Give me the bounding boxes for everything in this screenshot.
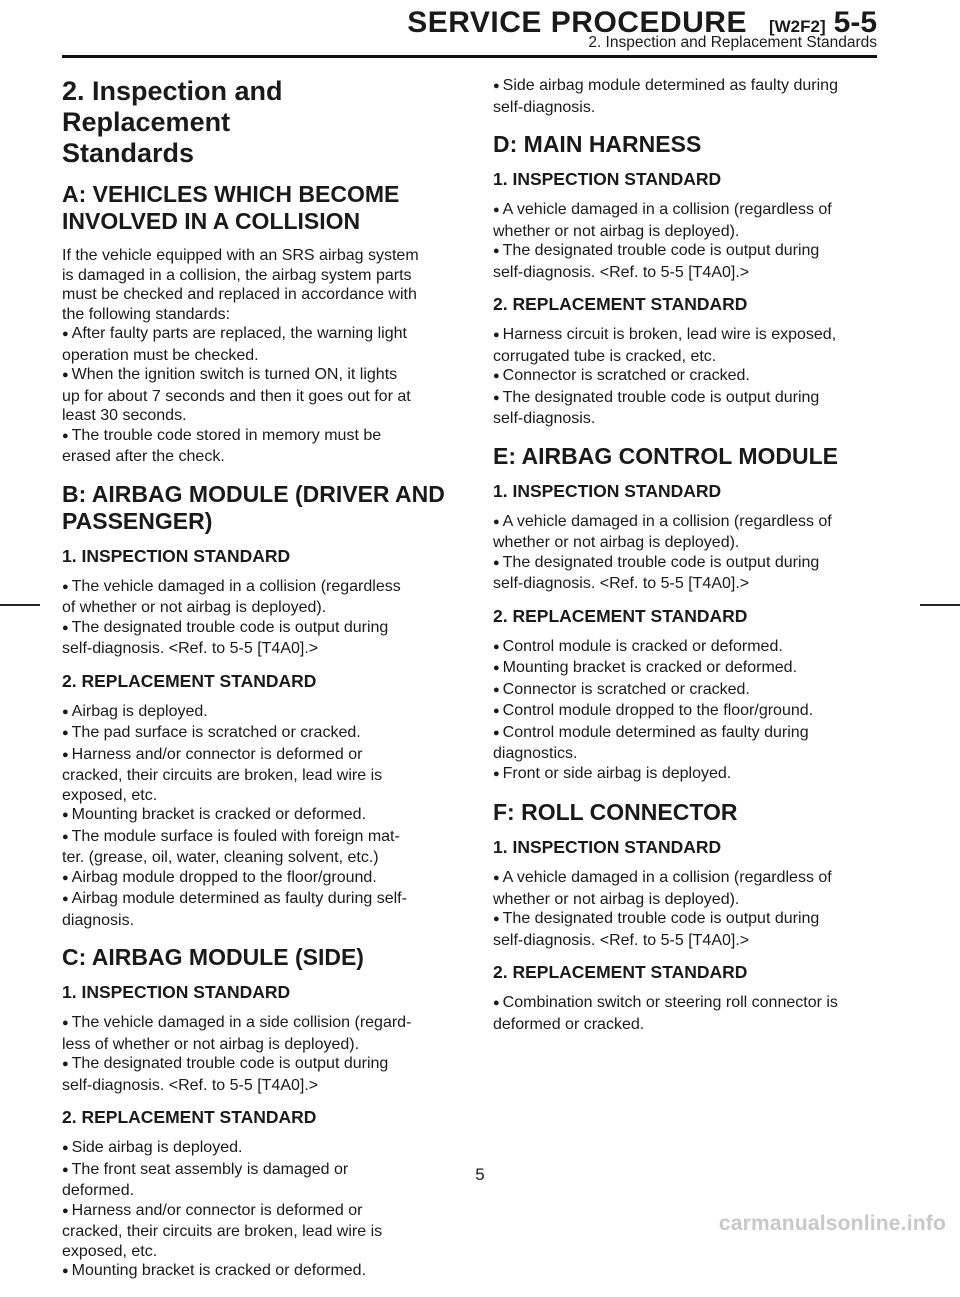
bullet-continuation: self-diagnosis. <Ref. to 5-5 [T4A0].> bbox=[493, 575, 750, 592]
bullet-text: The designated trouble code is output during bbox=[71, 1055, 389, 1072]
section-b-title bbox=[62, 481, 447, 535]
bullet-icon: ● bbox=[62, 830, 69, 843]
section-f bbox=[493, 799, 878, 1034]
bullet-icon: ● bbox=[62, 727, 69, 739]
spacer bbox=[493, 282, 878, 294]
page-header bbox=[0, 0, 960, 60]
bullet-icon: ● bbox=[62, 748, 69, 761]
bullet-item bbox=[493, 241, 878, 263]
bullet-continuation: self-diagnosis. <Ref. to 5-5 [T4A0].> bbox=[62, 640, 319, 657]
bullet-text: Connector is scratched or cracked. bbox=[502, 680, 750, 698]
bullet-item bbox=[62, 324, 447, 346]
bullet-text: Harness and/or connector is deformed or bbox=[71, 745, 363, 763]
bullet-icon: ● bbox=[62, 1163, 69, 1176]
bullet-item bbox=[493, 200, 878, 222]
header-subtitle: 2. Inspection and Replacement Standards bbox=[588, 34, 877, 51]
bullet-continuation: whether or not airbag is deployed). bbox=[493, 222, 740, 240]
bullet-icon: ● bbox=[493, 80, 500, 92]
bullet-icon: ● bbox=[493, 515, 500, 528]
replacement-standard-heading: 2. REPLACEMENT STANDARD bbox=[493, 962, 748, 982]
bullet-item bbox=[493, 366, 878, 388]
title-line: A: VEHICLES WHICH BECOME bbox=[62, 181, 400, 207]
bullet-text: Mounting bracket is cracked or deformed. bbox=[71, 806, 367, 823]
bullet-item bbox=[62, 745, 447, 767]
bullet-text: Connector is scratched or cracked. bbox=[502, 367, 750, 384]
bullet-text: Side airbag is deployed. bbox=[71, 1139, 243, 1156]
bullet-icon: ● bbox=[493, 245, 500, 257]
bullet-item bbox=[62, 702, 447, 724]
bullet-item bbox=[493, 388, 878, 410]
bullet-text: The designated trouble code is output during bbox=[502, 910, 820, 927]
bullet-continuation: self-diagnosis. <Ref. to 5-5 [T4A0].> bbox=[493, 263, 750, 281]
bullet-item bbox=[62, 1138, 447, 1160]
bullet-continuation: deformed. bbox=[62, 1182, 135, 1199]
bullet-continuation: exposed, etc. bbox=[62, 1242, 158, 1260]
bullet-text: Mounting bracket is cracked or deformed. bbox=[71, 1262, 367, 1279]
bullet-item bbox=[62, 426, 447, 448]
bullet-continuation: up for about 7 seconds and then it goes out for at bbox=[62, 387, 411, 405]
bullet-item bbox=[493, 512, 878, 534]
bullet-text: A vehicle damaged in a collision (regardless of bbox=[502, 201, 832, 218]
bullet-text: Harness and/or connector is deformed or bbox=[71, 1201, 363, 1219]
bullet-icon: ● bbox=[62, 369, 69, 381]
bullet-text: The designated trouble code is output during bbox=[502, 242, 820, 259]
bullet-item bbox=[493, 868, 878, 890]
bullet-text: Airbag module dropped to the floor/ground. bbox=[71, 868, 377, 886]
replacement-standard-heading: 2. REPLACEMENT STANDARD bbox=[62, 1107, 317, 1127]
bullet-continuation: self-diagnosis. bbox=[493, 98, 596, 116]
bullet-item bbox=[62, 365, 447, 387]
bullet-icon: ● bbox=[62, 809, 69, 821]
bullet-text: Airbag module determined as faulty during self- bbox=[71, 890, 407, 907]
bullet-item bbox=[493, 993, 878, 1015]
header-section-number: 5-5 bbox=[833, 6, 877, 39]
bullet-text: Control module determined as faulty during bbox=[502, 723, 809, 741]
bullet-text: Side airbag module determined as faulty during bbox=[502, 77, 838, 94]
bullet-item bbox=[493, 723, 878, 745]
bullet-item bbox=[493, 701, 878, 723]
bullet-item bbox=[493, 658, 878, 680]
bullet-icon: ● bbox=[493, 767, 500, 780]
bullet-icon: ● bbox=[62, 1058, 69, 1070]
bullet-text: When the ignition switch is turned ON, it lights bbox=[71, 366, 398, 383]
bullet-icon: ● bbox=[62, 580, 69, 593]
bullet-item bbox=[493, 553, 878, 575]
bullet-continuation: self-diagnosis. <Ref. to 5-5 [T4A0].> bbox=[493, 931, 750, 949]
paragraph-line: the following standards: bbox=[62, 305, 231, 323]
bullet-text: A vehicle damaged in a collision (regardless of bbox=[502, 512, 832, 530]
inspection-standard-heading: 1. INSPECTION STANDARD bbox=[62, 545, 291, 566]
bullet-icon: ● bbox=[493, 997, 500, 1009]
bullet-item bbox=[62, 1013, 447, 1035]
section-c-continued bbox=[493, 76, 878, 117]
title-line: INVOLVED IN A COLLISION bbox=[62, 208, 361, 234]
header-rule bbox=[62, 55, 877, 58]
bullet-text: Control module dropped to the floor/ground. bbox=[502, 702, 814, 719]
main-title-line: 2. Inspection and Replacement bbox=[62, 76, 283, 137]
paragraph-line: is damaged in a collision, the airbag system parts bbox=[62, 266, 412, 284]
page-number: 5 bbox=[475, 1165, 485, 1184]
bullet-icon: ● bbox=[62, 705, 69, 718]
bullet-continuation: cracked, their circuits are broken, lead wire is bbox=[62, 1223, 383, 1240]
bullet-item bbox=[62, 868, 447, 890]
bullet-continuation: exposed, etc. bbox=[62, 786, 158, 804]
bullet-continuation: self-diagnosis. bbox=[493, 410, 596, 427]
bullet-icon: ● bbox=[493, 662, 500, 674]
bullet-text: Combination switch or steering roll connector is bbox=[502, 994, 838, 1011]
right-column bbox=[493, 76, 878, 1048]
bullet-continuation: cracked, their circuits are broken, lead wire is bbox=[62, 767, 383, 784]
replacement-standard-heading: 2. REPLACEMENT STANDARD bbox=[493, 294, 748, 314]
spacer bbox=[62, 1095, 447, 1107]
bullet-item bbox=[62, 805, 447, 827]
section-e-title: E: AIRBAG CONTROL MODULE bbox=[493, 442, 838, 469]
section-c bbox=[62, 944, 447, 1283]
bullet-icon: ● bbox=[493, 329, 500, 341]
spacer bbox=[62, 659, 447, 671]
title-line: PASSENGER) bbox=[62, 507, 213, 534]
spacer bbox=[493, 594, 878, 606]
main-title bbox=[62, 76, 447, 169]
replacement-standard-heading: 2. REPLACEMENT STANDARD bbox=[493, 605, 748, 626]
bullet-icon: ● bbox=[493, 726, 500, 739]
bullet-text: The front seat assembly is damaged or bbox=[71, 1160, 349, 1178]
bullet-continuation: deformed or cracked. bbox=[493, 1015, 645, 1033]
title-line: B: AIRBAG MODULE (DRIVER AND bbox=[62, 480, 445, 507]
bullet-text: A vehicle damaged in a collision (regardless of bbox=[502, 869, 832, 886]
bullet-item bbox=[62, 577, 447, 599]
paragraph-line: must be checked and replaced in accordance with bbox=[62, 286, 417, 303]
bullet-text: Mounting bracket is cracked or deformed. bbox=[502, 659, 798, 676]
inspection-standard-heading: 1. INSPECTION STANDARD bbox=[493, 837, 722, 857]
bullet-item bbox=[62, 618, 447, 640]
inspection-standard-heading: 1. INSPECTION STANDARD bbox=[493, 480, 722, 501]
paragraph-line: If the vehicle equipped with an SRS airbag system bbox=[62, 247, 419, 264]
bullet-icon: ● bbox=[62, 621, 69, 634]
bullet-text: The vehicle damaged in a collision (regardless bbox=[71, 577, 401, 595]
bullet-text: Airbag is deployed. bbox=[71, 702, 208, 720]
bullet-icon: ● bbox=[62, 1017, 69, 1029]
bullet-text: Front or side airbag is deployed. bbox=[502, 764, 732, 782]
bullet-continuation: self-diagnosis. <Ref. to 5-5 [T4A0].> bbox=[62, 1076, 319, 1094]
section-b bbox=[62, 481, 447, 931]
bullet-item bbox=[493, 325, 878, 347]
bullet-continuation: operation must be checked. bbox=[62, 346, 259, 364]
section-c-title: C: AIRBAG MODULE (SIDE) bbox=[62, 944, 364, 970]
bullet-continuation: corrugated tube is cracked, etc. bbox=[493, 347, 717, 365]
header-code: [W2F2] bbox=[768, 17, 826, 36]
bullet-icon: ● bbox=[493, 556, 500, 569]
bullet-text: The trouble code stored in memory must be bbox=[71, 426, 382, 444]
bullet-text: The pad surface is scratched or cracked. bbox=[71, 724, 361, 741]
bullet-icon: ● bbox=[62, 1142, 69, 1154]
bullet-text: The vehicle damaged in a side collision (regard- bbox=[71, 1014, 412, 1031]
bullet-item bbox=[493, 680, 878, 702]
bullet-icon: ● bbox=[493, 370, 500, 382]
main-title-line: Standards bbox=[62, 138, 195, 168]
bullet-item bbox=[493, 764, 878, 786]
left-margin-mark bbox=[0, 604, 40, 606]
bullet-item bbox=[493, 76, 878, 98]
bullet-continuation: whether or not airbag is deployed). bbox=[493, 890, 740, 908]
bullet-item bbox=[62, 723, 447, 745]
bullet-text: The designated trouble code is output during bbox=[502, 553, 820, 571]
left-column bbox=[62, 76, 447, 1297]
bullet-text: After faulty parts are replaced, the warning light bbox=[71, 325, 407, 342]
bullet-icon: ● bbox=[493, 391, 500, 404]
bullet-icon: ● bbox=[62, 328, 69, 340]
bullet-icon: ● bbox=[62, 1204, 69, 1217]
bullet-continuation: diagnosis. bbox=[62, 911, 135, 929]
bullet-item bbox=[62, 1261, 447, 1283]
bullet-text: The designated trouble code is output during bbox=[502, 388, 820, 406]
inspection-standard-heading: 1. INSPECTION STANDARD bbox=[62, 982, 291, 1002]
bullet-text: The module surface is fouled with foreign mat- bbox=[71, 827, 400, 845]
section-a bbox=[62, 181, 447, 467]
bullet-icon: ● bbox=[62, 871, 69, 884]
section-f-title: F: ROLL CONNECTOR bbox=[493, 799, 738, 825]
bullet-icon: ● bbox=[493, 872, 500, 884]
bullet-item bbox=[62, 889, 447, 911]
bullet-text: Harness circuit is broken, lead wire is exposed, bbox=[502, 326, 837, 343]
bullet-continuation: whether or not airbag is deployed). bbox=[493, 534, 740, 551]
bullet-item bbox=[62, 827, 447, 849]
spacer bbox=[493, 950, 878, 962]
section-d-title: D: MAIN HARNESS bbox=[493, 131, 702, 157]
bullet-text: The designated trouble code is output during bbox=[71, 618, 389, 636]
bullet-icon: ● bbox=[62, 893, 69, 905]
bullet-icon: ● bbox=[493, 705, 500, 717]
bullet-text: Control module is cracked or deformed. bbox=[502, 637, 783, 655]
bullet-icon: ● bbox=[493, 204, 500, 216]
replacement-standard-heading: 2. REPLACEMENT STANDARD bbox=[62, 670, 317, 691]
bullet-continuation: erased after the check. bbox=[62, 448, 225, 465]
bullet-icon: ● bbox=[493, 640, 500, 653]
bullet-icon: ● bbox=[493, 913, 500, 925]
bullet-continuation: less of whether or not airbag is deployed). bbox=[62, 1035, 360, 1053]
section-a-title bbox=[62, 181, 447, 235]
section-d bbox=[493, 131, 878, 429]
bullet-continuation: of whether or not airbag is deployed). bbox=[62, 599, 327, 616]
bullet-icon: ● bbox=[62, 1265, 69, 1277]
watermark-link[interactable]: carmanualsonline.info bbox=[718, 1212, 946, 1235]
section-e bbox=[493, 443, 878, 786]
inspection-standard-heading: 1. INSPECTION STANDARD bbox=[493, 169, 722, 189]
right-margin-mark bbox=[920, 604, 960, 606]
bullet-item bbox=[493, 637, 878, 659]
bullet-continuation: ter. (grease, oil, water, cleaning solvent, etc.) bbox=[62, 849, 379, 866]
bullet-icon: ● bbox=[493, 683, 500, 696]
header-title: SERVICE PROCEDURE bbox=[407, 6, 747, 39]
bullet-item bbox=[62, 1054, 447, 1076]
bullet-continuation: diagnostics. bbox=[493, 745, 578, 762]
bullet-icon: ● bbox=[62, 429, 69, 442]
bullet-item bbox=[493, 909, 878, 931]
bullet-continuation: least 30 seconds. bbox=[62, 407, 187, 424]
bullet-item bbox=[62, 1201, 447, 1223]
